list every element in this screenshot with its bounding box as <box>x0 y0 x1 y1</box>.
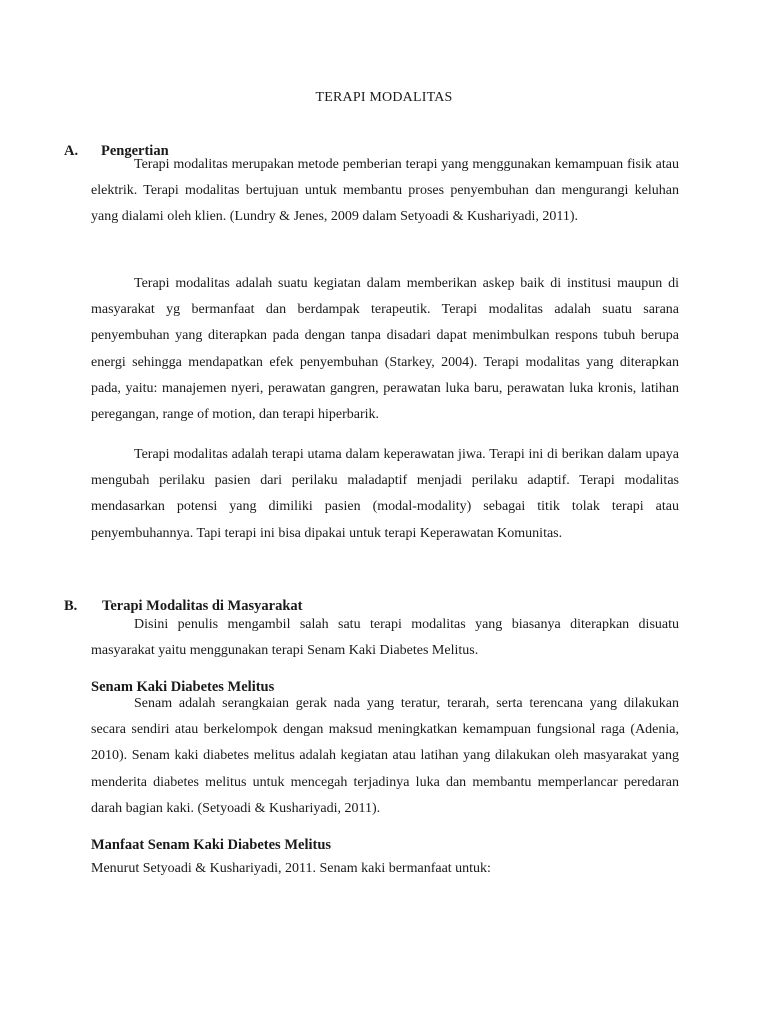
manfaat-text: Menurut Setyoadi & Kushariyadi, 2011. Senam kaki bermanfaat untuk: <box>91 861 491 876</box>
section-a-title: Pengertian <box>101 143 169 159</box>
section-a-paragraph-3: Terapi modalitas adalah terapi utama dalam keperawatan jiwa. Terapi ini di berikan dalam upaya mengubah perilaku pasien dari perilaku maladaptif menjadi perilaku adaptif. Terapi modalitas mendasarkan potensi yang dimiliki pasien (modal-modality) sebagai titik tolak terapi atau penyembuhannya. Tapi terapi ini bisa dipakai untuk terapi Keperawatan Komunitas. <box>91 447 679 541</box>
section-a-letter: A. <box>64 143 79 159</box>
manfaat-heading: Manfaat Senam Kaki Diabetes Melitus <box>91 837 332 853</box>
section-a-paragraph-2: Terapi modalitas adalah suatu kegiatan dalam memberikan askep baik di institusi maupun di masyarakat yg bermanfaat dan berdampak terapeutik. Terapi modalitas adalah suatu sarana penyembuhan yang diterapkan pada dengan tanpa disadari dapat menimbulkan respons tubuh berupa energi sehingga mendapatkan efek penyembuhan (Starkey, 2004). Terapi modalitas yang diterapkan pada, yaitu: manajemen nyeri, perawatan gangren, perawatan luka baru, perawatan luka kronis, latihan peregangan, range of motion, dan terapi hiperbarik. <box>91 276 679 423</box>
senam-kaki-paragraph: Senam adalah serangkaian gerak nada yang teratur, terarah, serta terencana yang dilakukan secara sendiri atau berkelompok dengan maksud meningkatkan kemampuan fungsional raga (Adenia, 2010). Senam kaki diabetes melitus adalah kegiatan atau latihan yang dilakukan oleh masyarakat yang menderita diabetes melitus untuk mencegah terjadinya luka dan membantu memperlancar peredaran darah bagian kaki. (Setyoadi & Kushariyadi, 2011). <box>91 696 679 816</box>
section-b-letter: B. <box>64 598 78 614</box>
section-a-paragraph-1: Terapi modalitas merupakan metode pemberian terapi yang menggunakan kemampuan fisik atau elektrik. Terapi modalitas bertujuan untuk membantu proses penyembuhan dan mengurangi keluhan yang dialami oleh klien. (Lundry & Jenes, 2009 dalam Setyoadi & Kushariyadi, 2011). <box>91 157 679 225</box>
senam-kaki-heading: Senam Kaki Diabetes Melitus <box>91 679 275 695</box>
section-b-title: Terapi Modalitas di Masyarakat <box>102 598 303 614</box>
document-title: TERAPI MODALITAS <box>315 90 453 105</box>
section-b-intro: Disini penulis mengambil salah satu terapi modalitas yang biasanya diterapkan disuatu masyarakat yaitu menggunakan terapi Senam Kaki Diabetes Melitus. <box>91 617 679 659</box>
